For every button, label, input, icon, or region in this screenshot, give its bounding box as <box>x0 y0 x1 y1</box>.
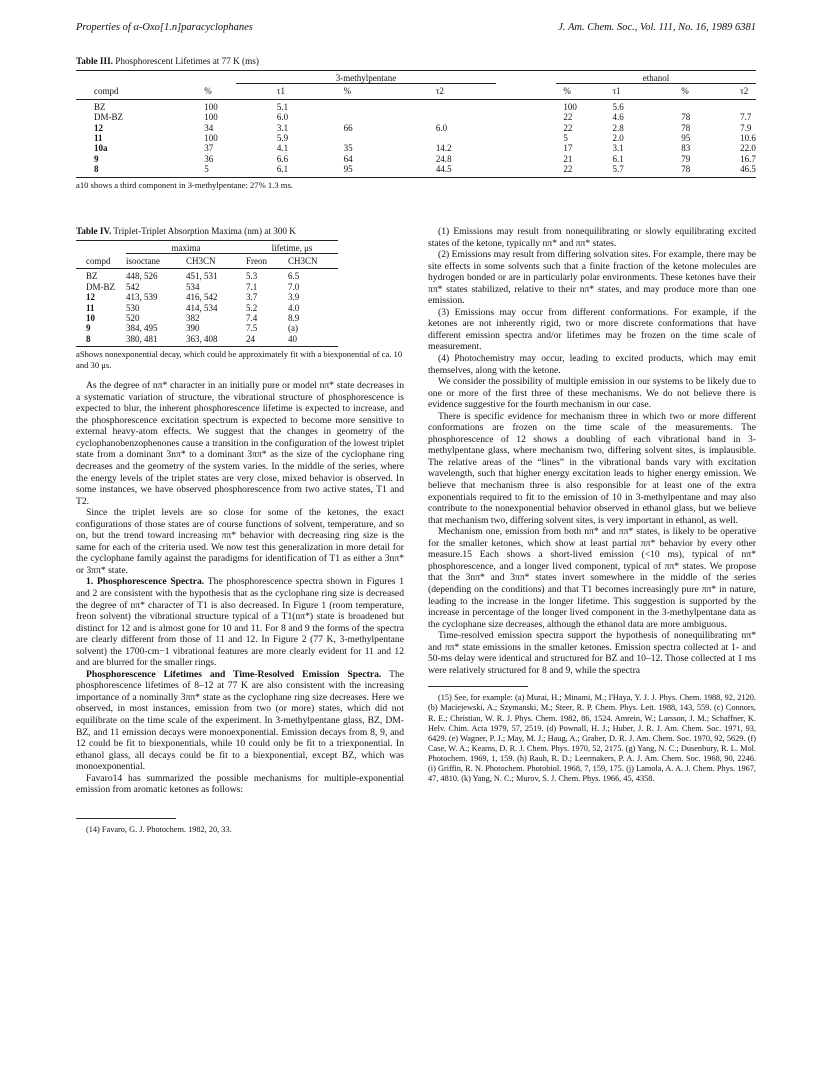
right-para-8: Time-resolved emission spectra support the hypothesis of nonequilibrating nπ* and ππ* state emissions in the smaller ketones. Emission spectra collected at 1- and 50-ms delay were identical and structured for BZ and 10–12. Those collected at 1 ms were relatively structured for 8 and 9, while the spectra <box>428 630 756 676</box>
left-ref-rule <box>76 818 176 819</box>
left-para-1: As the degree of nπ* character in an initially pure or model nπ* state decreases in a systematic variation of structure, the vibrational structure of phosphorescence is expected to blur, the inherent phosphorescence lifetime is expected to increase, and the phosphorescence excitation spectrum is expected to become more sensitive to external heavy-atom effects. We suggest that the changes in geometry of the cyclophanobenzophenones cause a transition in the configuration of the lowest triplet state from a dominant 3nπ* to a dominant 3ππ* as the size of the cyclophane ring decreases and the geometry of the system varies. In the middle of the series, where the energy levels of the triplet states are very close, mixed behavior is observed. In some instances, we have observed phosphorescence from two active states, T1 and T2. <box>76 380 404 507</box>
table-4-title: Triplet-Triplet Absorption Maxima (nm) at 300 K <box>113 226 296 236</box>
table-cell-compd: 11 <box>86 302 95 313</box>
table-3-bottom-rule <box>76 177 756 178</box>
right-para-3: (3) Emissions may occur from different conformations. For example, if the ketones are not inherently rigid, two or more discrete conformations that have different emission spectra and/or lifetimes may be frozen on the time scale of measurement. <box>428 306 756 353</box>
table-cell: 95 <box>681 133 691 144</box>
table-cell-compd: 9 <box>94 153 99 164</box>
table-cell: (a) <box>288 323 298 334</box>
table-cell: 78 <box>681 122 691 133</box>
table-row <box>76 334 338 344</box>
table-4-bottom-rule <box>76 346 338 347</box>
table-3 <box>76 56 756 190</box>
table-cell: 3.9 <box>288 292 300 303</box>
table-cell: 40 <box>288 333 297 344</box>
table-cell: 22 <box>563 164 573 175</box>
table-cell: 22 <box>563 112 573 123</box>
table-cell: 14.2 <box>435 143 452 154</box>
table-4-col-isooctane: isooctane <box>126 256 160 267</box>
table-cell-compd: 9 <box>86 323 91 334</box>
table-cell <box>681 99 740 112</box>
table-4-col-compd: compd <box>86 255 111 266</box>
table-4-col-freon: Freon <box>246 256 267 267</box>
table-cell-compd: BZ <box>94 101 106 112</box>
table-cell: 448, 526 <box>126 271 158 282</box>
table-row <box>76 269 338 282</box>
left-para-3-text: The phosphorescence spectra shown in Figures 1 and 2 are consistent with the hypothesis that as the cyclophane ring size is decreased the degree of nπ* character of T1 is also decreased. In Figure 1 (room temperature, freon solvent) the vibrational structure typical of a T1(nπ*) state is broadened but distinct for 12 and is almost gone for 10 and 11. For 8 and 9 the forms of the spectra are clearly different from those of 11 and 12. In Figure 2 (77 K, 3-methylpentane solvent) the 1700-cm−1 vibrational features are more clearly evident for 11 and 12 and are blurred for the smaller rings. <box>76 576 405 669</box>
table-cell: 79 <box>681 153 691 164</box>
table-cell-compd: DM-BZ <box>86 281 115 292</box>
table-cell-compd: 12 <box>94 122 103 133</box>
table-3-grid <box>76 70 756 84</box>
right-para-5: We consider the possibility of multiple emission in our systems to be likely due to one or more of the first three of these mechanisms. We do not believe there is evidence suggestive for the fourth mechanism in our case. <box>428 376 756 411</box>
table-4-col-ch3cn-life: CH3CN <box>288 256 318 267</box>
table-cell <box>740 99 756 112</box>
table-cell: 100 <box>563 101 577 112</box>
table-cell <box>436 99 564 112</box>
table-cell: 22.0 <box>740 143 756 154</box>
table-cell: 384, 495 <box>126 323 158 334</box>
table-cell: 95 <box>343 164 353 175</box>
table-cell-compd: 8 <box>94 164 99 175</box>
table-3-caption <box>76 56 756 67</box>
left-para-5: Favaro14 has summarized the possible mechanisms for multiple-exponential emission from aromatic ketones as follows: <box>76 772 404 796</box>
table-cell: 7.1 <box>246 281 258 292</box>
table-cell: 8.9 <box>288 312 300 323</box>
table-cell: 382 <box>186 312 200 323</box>
right-para-2: (2) Emissions may result from differing solvation sites. For example, there may be site effects in some solvents such that a finite fraction of the ketone molecules are hydrogen bonded or are in particularly polar environments. These ketones have their ππ* states stabilized, relative to their nπ* states, and may produce more than one emission. <box>428 249 756 307</box>
table-row <box>76 123 756 133</box>
table-4-group-lifetime: lifetime, μs <box>246 241 338 254</box>
table-cell <box>436 133 564 143</box>
table-row <box>76 154 756 164</box>
table-row <box>76 282 338 292</box>
table-cell: 10.6 <box>740 133 756 144</box>
table-cell: 6.6 <box>276 153 289 164</box>
table-cell <box>436 112 564 122</box>
left-column <box>76 226 404 835</box>
table-cell: 5 <box>204 164 209 175</box>
table-cell: 416, 542 <box>186 292 218 303</box>
table-cell: 5.7 <box>612 164 624 175</box>
table-row <box>76 112 756 122</box>
table-cell: 78 <box>681 112 691 123</box>
section-head-spectra: 1. Phosphorescence Spectra. <box>86 576 205 588</box>
table-3-col-tau1: τ1 <box>276 86 286 97</box>
table-cell: 530 <box>126 302 140 313</box>
table-cell: 5.6 <box>612 101 624 112</box>
table-3-group-ethanol: ethanol <box>556 71 756 84</box>
table-cell-compd: 12 <box>86 292 95 303</box>
table-cell: 6.1 <box>276 164 289 175</box>
table-3-col-eth-tau1: τ1 <box>612 86 621 97</box>
table-cell: 2.0 <box>612 133 624 144</box>
table-cell: 7.4 <box>246 312 258 323</box>
table-3-col-eth-pct2: % <box>681 86 689 97</box>
right-para-4: (4) Photochemistry may occur, leading to excited products, which may emit themselves, along with the ketone. <box>428 353 756 376</box>
table-cell: 34 <box>204 122 214 133</box>
table-cell: 24.8 <box>435 153 452 164</box>
table-4-footnote: aShows nonexponential decay, which could be approximately fit with a biexponential of ca. 10 and 30 μs. <box>76 349 403 370</box>
table-cell: 3.1 <box>276 122 289 133</box>
table-cell: 520 <box>126 312 140 323</box>
table-cell: 7.5 <box>246 323 258 334</box>
right-para-1: (1) Emissions may result from nonequilibrating or slowly equilibrating excited states of the ketone, typically nπ* and ππ* states. <box>428 226 756 249</box>
right-ref-rule <box>428 686 528 687</box>
table-cell: 78 <box>681 164 691 175</box>
table-3-group-3mp: 3-methylpentane <box>236 71 496 84</box>
table-3-footnote: a10 shows a third component in 3-methylpentane: 27% 1.3 ms. <box>76 179 293 190</box>
table-cell-compd: 8 <box>86 333 91 344</box>
table-cell: 21 <box>563 153 573 164</box>
table-3-col-compd: compd <box>94 86 119 97</box>
table-cell: 36 <box>204 153 214 164</box>
table-4-label: Table IV. <box>76 226 112 236</box>
table-3-title: Phosphorescent Lifetimes at 77 K (ms) <box>115 56 259 66</box>
table-cell-compd: DM-BZ <box>94 112 123 123</box>
table-3-col-eth-pct1: % <box>563 86 571 97</box>
table-cell <box>344 99 436 112</box>
right-column <box>428 226 756 784</box>
table-cell: 100 <box>204 133 218 144</box>
table-cell: 7.7 <box>740 112 752 123</box>
table-4 <box>76 226 404 370</box>
right-para-6: There is specific evidence for mechanism three in which two or more different conformations are frozen on the time scale of the measurements. The phosphorescence of 12 shows a doubling of each vibrational band in 3-methylpentane glass, where mechanism two, differing solvent sites, is implausible. The relative areas of the “lines” in the vibrational bands vary with excitation wavelength, such that higher energy excitation leads to higher energy emission. We believe that mechanism three is also responsible for at least one of the extra exponentials required to fit to the emission of 10 in 3-methylpentane and may also contribute to the nonexponential behavior observed in ethanol glass, but we believe that mechanism two, differing solvent sites, is very important in ethanol, as well. <box>428 410 756 526</box>
table-cell: 4.0 <box>288 302 300 313</box>
table-cell: 3.1 <box>612 143 624 154</box>
table-cell: 413, 539 <box>126 292 158 303</box>
table-row <box>76 313 338 323</box>
reference-14: (14) Favaro, G. J. Photochem. 1982, 20, 33. <box>86 824 232 834</box>
table-cell: 5 <box>563 133 568 144</box>
table-cell: 4.6 <box>612 112 624 123</box>
table-row <box>76 164 756 174</box>
table-cell: 534 <box>186 281 200 292</box>
table-cell: 7.0 <box>288 281 300 292</box>
table-cell: 5.9 <box>276 133 289 144</box>
table-3-body <box>76 84 756 174</box>
table-cell: 66 <box>343 122 353 133</box>
table-3-col-pct1: % <box>204 86 212 97</box>
table-cell: 83 <box>681 143 691 154</box>
table-cell: 100 <box>204 112 218 123</box>
table-cell: 100 <box>204 101 218 112</box>
header-right: J. Am. Chem. Soc., Vol. 111, No. 16, 1989 6381 <box>558 22 756 33</box>
table-row <box>76 143 756 153</box>
table-row <box>76 323 338 333</box>
table-cell: 44.5 <box>435 164 452 175</box>
table-4-header-row <box>76 254 338 269</box>
table-4-group-maxima: maxima <box>126 241 246 254</box>
table-4-col-ch3cn: CH3CN <box>186 256 216 267</box>
table-cell: 414, 534 <box>186 302 218 313</box>
table-cell: 7.9 <box>740 122 752 133</box>
left-para-3 <box>76 576 404 668</box>
left-para-4 <box>76 669 404 773</box>
table-cell: 6.0 <box>276 112 289 123</box>
table-cell: 6.1 <box>612 153 624 164</box>
table-cell: 5.1 <box>276 101 289 112</box>
table-cell: 5.2 <box>246 302 258 313</box>
table-cell-compd: 10 <box>86 312 95 323</box>
table-cell: 363, 408 <box>186 333 218 344</box>
table-cell: 390 <box>186 323 200 334</box>
table-row <box>76 133 756 143</box>
table-cell: 542 <box>126 281 140 292</box>
table-cell: 6.5 <box>288 271 300 282</box>
table-cell: 22 <box>563 122 573 133</box>
table-cell: 6.0 <box>435 122 448 133</box>
header-left: Properties of α-Oxo[1.n]paracyclophanes <box>76 22 253 33</box>
table-cell: 46.5 <box>740 164 756 175</box>
table-cell: 4.1 <box>276 143 289 154</box>
table-cell: 24 <box>246 333 255 344</box>
reference-15: (15) See, for example: (a) Murai, H.; Minami, M.; I'Haya, Y. J. J. Phys. Chem. 1988, 92, 2120. (b) Maciejewski, A.; Szymanski, M.; Steer, R. P. Chem. Phys. Lett. 1988, 143, 559. (c) Connors, R. E.; Christian, W. R. J. Phys. Chem. 1982, 86, 1524. Amrein, W.; Larsson, J. M.; Schaffner, K. Helv. Chim. Acta 1979, 57, 2519. (d) Pownall, H. J.; Huber, J. R. J. Am. Chem. Soc. 1971, 93, 6429. (e) Wagner, P. J.; May, M. J.; Haug, A.; Graber, D. R. J. Am. Chem. Soc. 1970, 92, 5629. (f) Case, W. A.; Kearns, D. R. J. Chem. Phys. 1970, 52, 2175. (g) Yang, N. C.; Dusenbury, R. L. Mol. Photochem. 1969, 1, 159. (h) Rauh, R. D.; Leermakers, P. A. J. Am. Chem. Soc. 1968, 90, 2246. (i) Griffin, R. N. Photochem. Photobiol. 1968, 7, 159, 175. (j) Lamola, A. A. J. Chem. Phys. 1967, 47, 4810. (k) Yang, N. C.; Murov, S. J. Chem. Phys. 1966, 45, 4358. <box>428 693 756 784</box>
table-row <box>76 99 756 112</box>
table-row <box>76 292 338 302</box>
table-cell-compd: 11 <box>94 133 103 144</box>
left-para-2: Since the triplet levels are so close for some of the ketones, the exact configurations of those states are of course functions of solvent, temperature, and so on, but the trend toward increasing ππ* behavior with decreasing ring size is the same for each of the criteria used. We now test this generalization in more detail for the cyclophane family against the paradigms for identification of T1 as either a 3nπ* or 3ππ* state. <box>76 507 404 576</box>
table-cell: 451, 531 <box>186 271 218 282</box>
table-row <box>76 303 338 313</box>
table-3-label: Table III. <box>76 56 113 66</box>
table-cell-compd: BZ <box>86 271 98 282</box>
table-cell: 35 <box>343 143 353 154</box>
table-4-caption <box>76 226 404 237</box>
table-cell-compd: 10a <box>94 143 108 154</box>
table-cell: 2.8 <box>612 122 624 133</box>
table-cell <box>344 133 436 143</box>
table-3-header-row <box>76 84 756 99</box>
table-cell: 16.7 <box>740 153 756 164</box>
table-cell: 3.7 <box>246 292 258 303</box>
table-3-col-pct2: % <box>343 86 352 97</box>
section-head-lifetimes: Phosphorescence Lifetimes and Time-Resolved Emission Spectra. <box>86 668 382 680</box>
table-3-col-eth-tau2: τ2 <box>740 86 749 97</box>
table-cell: 5.3 <box>246 271 258 282</box>
table-cell: 17 <box>563 143 573 154</box>
table-cell: 37 <box>204 143 214 154</box>
table-cell: 64 <box>343 153 353 164</box>
table-cell <box>344 112 436 122</box>
table-cell: 380, 481 <box>126 333 158 344</box>
table-3-col-tau2: τ2 <box>435 86 444 97</box>
running-header <box>76 22 756 38</box>
left-para-4-text: The phosphorescence lifetimes of 8–12 at 77 K are also consistent with the increasing importance of a nominally 3ππ* state as the cyclophane ring size decreases. Here we observed, in most instances, emission from two (or more) states, which did not equilibrate on the time scale of the experiment. In 3-methylpentane glass, BZ, DM-BZ, and 11 emission decays were monoexponential. Emission decays from 8, 9, and 12 could be fit to biexponentials, while 10 could only be fit to a triexponential. In ethanol glass, all decays could be fit to a biexponential, except BZ, which was monoexponential. <box>76 668 404 773</box>
right-para-7: Mechanism one, emission from both nπ* and ππ* states, is likely to be operative for the smaller ketones, which show at least partial ππ* behavior by every other measure.15 Each shows a short-lived emission (<10 ms), typical of nπ* phosphorescence, and a longer lived component, typical of ππ* states. We propose that the 3nπ* and 3ππ* states invert somewhere in the middle of the series (depending on the conditions) and that T1 becomes increasingly pure ππ* in nature, leading to the increase in the longer lifetime. This suggestion is supported by the increase in percentage of the longer lived component in the 3-methylpentane data as the cyclophane size decreases, although the ethanol data are more ambiguous. <box>428 526 756 630</box>
table-4-grid <box>76 240 338 344</box>
